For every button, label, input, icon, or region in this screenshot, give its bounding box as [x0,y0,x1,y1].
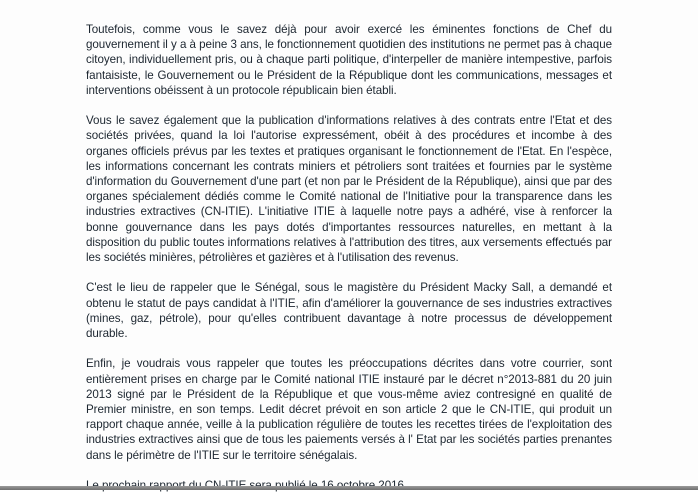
paragraph-protocol: Toutefois, comme vous le savez déjà pour avoir exercé les éminentes fonctions de Chef du gouvernement il y a à peine 3 ans, le fonctionnement quotidien des institutions ne permet pas à chaque citoyen, individuellement pris, ou à chaque parti politique, d'interpeller de manière intempestive, parfois fantaisiste, le Gouvernement ou le Président de la République dont les communications, messages et interventions obéissent à un protocole républicain bien établi. [86,23,612,97]
paragraph-senegal-itie-candidacy: C'est le lieu de rappeler que le Sénégal, sous le magistère du Président Macky Sall, a demandé et obtenu le statut de pays candidat à l'ITIE, afin d'améliorer la gouvernance de ses industries extractives (mines, gaz, pétrole), pour qu'elles contribuent davantage à notre processus de développement durable. [86,281,612,341]
letter-body [86,22,612,493]
paragraph-decree-2013-881: Enfin, je voudrais vous rappeler que toutes les préoccupations décrites dans votre courrier, sont entièrement prises en charge par le Comité national ITIE instauré par le décret n°2013-881 du 20 juin 2013 signé par le Président de la République et que vous-même aviez contresigné en qualité de Premier ministre, en son temps. Ledit décret prévoit en son article 2 que le CN-ITIE, qui produit un rapport chaque année, veille à la publication régulière de toutes les recettes tirées de l'exploitation des industries extractives ainsi que de tous les paiements versés à l' Etat par les sociétés parties prenantes dans le périmètre de l'ITIE sur le territoire sénégalais. [86,357,612,462]
paragraph-contracts-publication: Vous le savez également que la publication d'informations relatives à des contrats entre l'Etat et des sociétés privées, quand la loi l'autorise expressément, obéit à des procédures et incombe à des organes officiels prévus par les textes et pratiques organisant le fonctionnement de l'Etat. En l'espèce, les informations concernant les contrats miniers et pétroliers sont traitées et fournies par le système d'information du Gouvernement d'une part (et non par le Président de la République), ainsi que par des organes spécialement dédiés comme le Comité national de l'Initiative pour la transparence dans les industries extractives (CN-ITIE). L'initiative ITIE à laquelle notre pays a adhéré, vise à renforcer la bonne gouvernance dans les pays dotés d'importantes ressources naturelles, en mettant à la disposition du public toutes informations relatives à l'attribution des titres, aux versements effectués par les sociétés minières, pétrolières et gazières et à l'utilisation des revenus. [86,114,612,265]
scan-bottom-edge [0,486,698,490]
